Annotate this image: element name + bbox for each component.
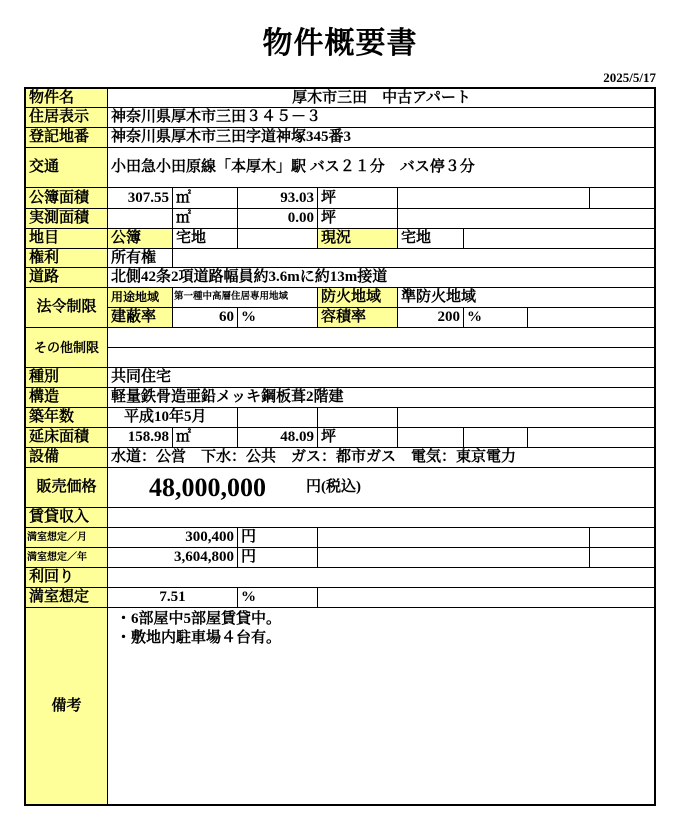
empty-cell [317,547,590,568]
use-zone: 第一種中高層住居専用地域 [172,287,318,308]
label-use-zone: 用途地域 [107,287,173,308]
remarks [107,607,656,806]
m2-unit: ㎡ [172,187,238,209]
empty-cell [107,567,656,588]
empty-cell [397,427,464,448]
tsubo-unit: 坪 [317,427,398,448]
value-access: 小田急小田原線「本厚木」駅 バス２１分 バス停３分 [107,147,656,188]
label-road: 道路 [25,267,108,288]
land-reg: 宅地 [172,228,238,249]
empty-cell [397,187,590,209]
price-unit: 円(税込) [306,479,361,495]
act-area-tsubo: 0.00 [237,208,318,229]
empty-cell [527,307,656,328]
reg-area-tsubo: 93.03 [237,187,318,209]
label-rent: 賃貸収入 [25,507,108,528]
tsubo-unit: 坪 [317,187,398,209]
floor-area-tsubo: 48.09 [237,427,318,448]
empty-cell [397,407,656,428]
label-lot: 登記地番 [25,127,108,148]
label-land-reg: 公簿 [107,228,173,249]
other-line-1 [107,327,656,348]
m2-unit: ㎡ [172,427,238,448]
pct-unit: % [237,587,318,608]
empty-cell [527,427,656,448]
document-title: 物件概要書 [262,27,418,60]
value-address: 神奈川県厚木市三田３４５－３ [107,107,656,128]
label-act-area: 実測面積 [25,208,108,229]
empty-cell [397,208,656,229]
empty-cell [317,587,656,608]
rights: 所有権 [107,248,173,268]
empty-cell [317,527,590,548]
label-remarks: 備考 [25,607,108,806]
label-other: その他制限 [25,327,108,368]
label-access: 交通 [25,147,108,188]
land-cur: 宅地 [397,228,464,249]
bcr: 60 [172,307,238,328]
price-cell [107,467,656,508]
empty-cell [589,527,656,548]
empty-cell [237,228,318,249]
label-yield: 利回り [25,567,108,588]
label-address: 住居表示 [25,107,108,128]
label-facilities: 設備 [25,447,108,468]
yield-full: 7.51 [107,587,238,608]
label-land-cur: 現況 [317,228,398,249]
road: 北側42条2項道路幅員約3.6mに約13m接道 [107,267,656,288]
value-lot: 神奈川県厚木市三田字道神塚345番3 [107,127,656,148]
remark-line: ・敷地内駐車場４台有。 [116,630,282,646]
label-bcr: 建蔽率 [107,307,173,328]
label-yearly: 満室想定／年 [25,547,108,568]
label-reg-area: 公簿面積 [25,187,108,209]
act-area-m2 [107,208,173,229]
built: 平成10年5月 [107,407,238,428]
other-line-2 [107,347,656,368]
label-land: 地目 [25,228,108,249]
pct-unit: % [463,307,528,328]
document-date: 2025/5/17 [603,70,656,85]
type: 共同住宅 [107,367,656,388]
empty-cell [589,187,656,209]
pct-unit: % [237,307,318,328]
label-floor-area: 延床面積 [25,427,108,448]
floor-area-m2: 158.98 [107,427,173,448]
tsubo-unit: 坪 [317,208,398,229]
label-built: 築年数 [25,407,108,428]
empty-cell [463,228,656,249]
empty-cell [589,547,656,568]
label-legal: 法令制限 [25,287,108,328]
label-name: 物件名 [25,88,108,108]
yen-unit: 円 [237,527,318,548]
monthly-rent: 300,400 [107,527,238,548]
label-structure: 構造 [25,387,108,408]
label-full: 満室想定 [25,587,108,608]
yen-unit: 円 [237,547,318,568]
label-price: 販売価格 [25,467,108,508]
label-type: 種別 [25,367,108,388]
empty-cell [107,507,656,528]
empty-cell [237,407,318,428]
empty-cell [463,427,528,448]
remark-line: ・6部屋中5部屋賃貸中。 [116,611,282,627]
structure: 軽量鉄骨造亜鉛メッキ鋼板葺2階建 [107,387,656,408]
price: 48,000,000 [149,473,266,502]
reg-area-m2: 307.55 [107,187,173,209]
empty-cell [317,407,398,428]
empty-cell [172,248,656,268]
label-rights: 権利 [25,248,108,268]
label-fire-zone: 防火地域 [317,287,398,308]
far: 200 [397,307,464,328]
m2-unit: ㎡ [172,208,238,229]
facilities: 水道：公営 下水：公共 ガス：都市ガス 電気：東京電力 [107,447,656,468]
label-monthly: 満室想定／月 [25,527,108,548]
yearly-rent: 3,604,800 [107,547,238,568]
value-name: 厚木市三田 中古アパート [107,88,656,108]
label-far: 容積率 [317,307,398,328]
fire-zone: 準防火地域 [397,287,656,308]
